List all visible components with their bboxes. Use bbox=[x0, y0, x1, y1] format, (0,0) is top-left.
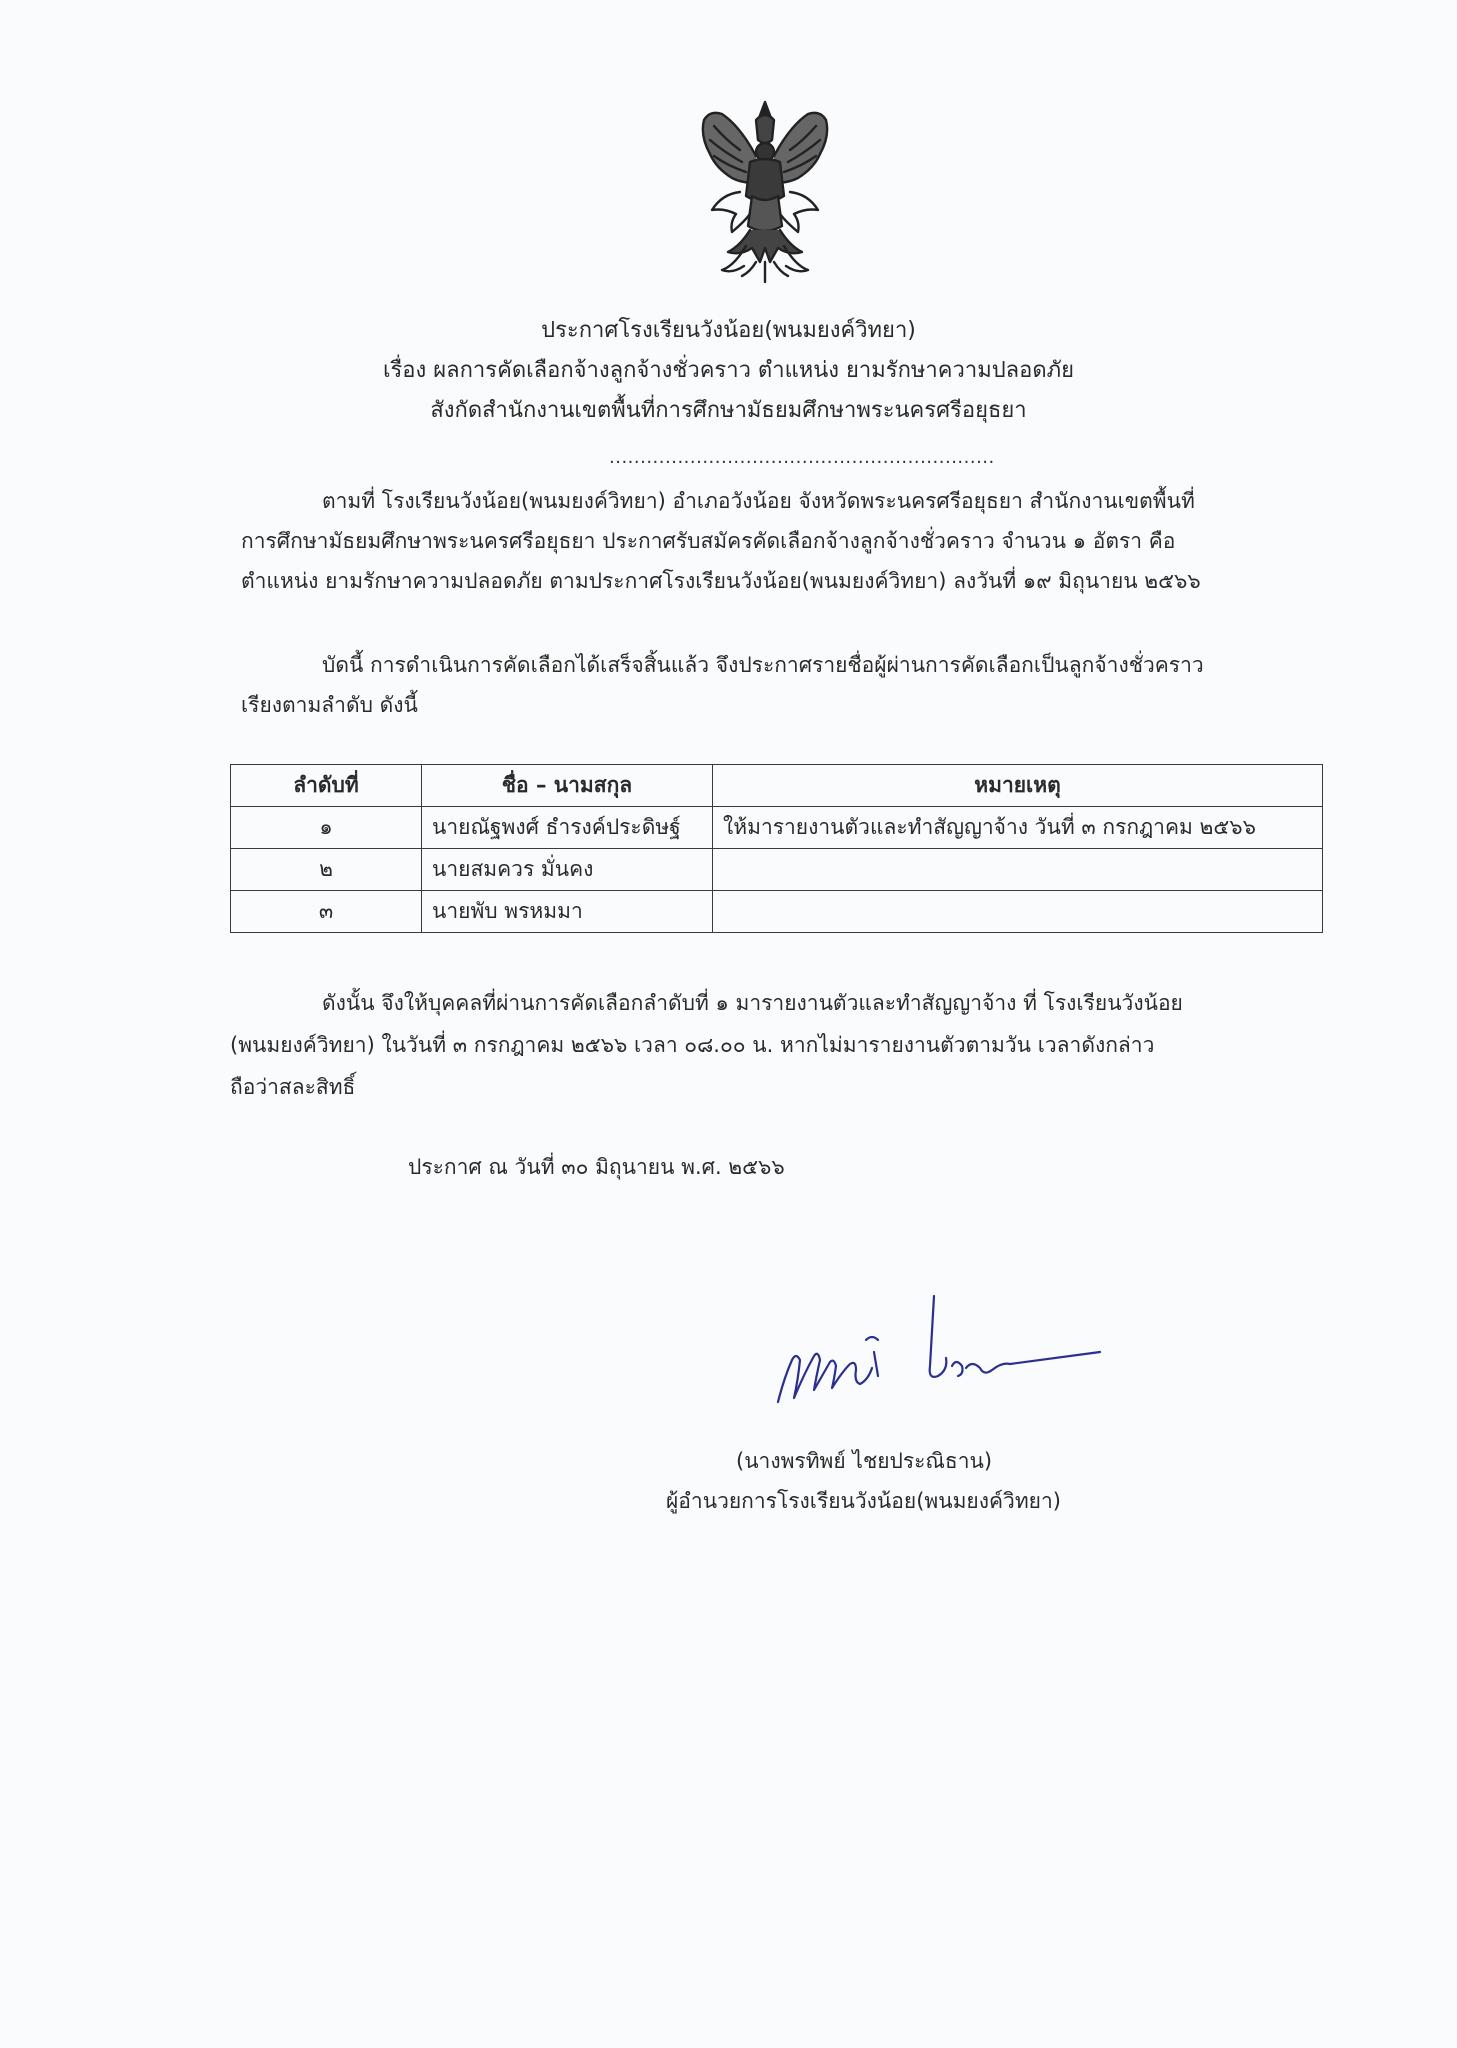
paragraph1-line: ตามที่ โรงเรียนวังน้อย(พนมยงค์วิทยา) อำเภอวังน้อย จังหวัดพระนครศรีอยุธยา สำนักงานเขตพื้นที่ bbox=[322, 489, 1195, 513]
table-header-row bbox=[231, 765, 1323, 807]
signer-name: (นางพรทิพย์ ไชยประณิธาน) bbox=[736, 1449, 993, 1473]
row-order: ๓ bbox=[231, 891, 422, 933]
paragraph3-line: ดังนั้น จึงให้บุคคลที่ผ่านการคัดเลือกลำดับที่ ๑ มารายงานตัวและทำสัญญาจ้าง ที่ โรงเรียนวังน้อย bbox=[322, 991, 1183, 1015]
table-row bbox=[231, 849, 1323, 891]
announcement-title: ประกาศโรงเรียนวังน้อย(พนมยงค์วิทยา) bbox=[541, 318, 916, 343]
announcement-affiliation: สังกัดสำนักงานเขตพื้นที่การศึกษามัธยมศึกษาพระนครศรีอยุธยา bbox=[430, 398, 1027, 423]
paragraph3-line: ถือว่าสละสิทธิ์ bbox=[230, 1075, 356, 1099]
row-order: ๑ bbox=[231, 807, 422, 849]
header-separator: .............................................................. bbox=[609, 447, 995, 468]
signer-position: ผู้อำนวยการโรงเรียนวังน้อย(พนมยงค์วิทยา) bbox=[666, 1489, 1061, 1513]
row-note bbox=[713, 891, 1323, 933]
column-header-order: ลำดับที่ bbox=[231, 765, 422, 807]
paragraph1-line: การศึกษามัธยมศึกษาพระนครศรีอยุธยา ประกาศรับสมัครคัดเลือกจ้างลูกจ้างชั่วคราว จำนวน ๑ อัตรา คือ bbox=[241, 529, 1176, 553]
paragraph2-line: บัดนี้ การดำเนินการคัดเลือกได้เสร็จสิ้นแล้ว จึงประกาศรายชื่อผู้ผ่านการคัดเลือกเป็นลูกจ้างชั่วคราว bbox=[322, 653, 1204, 677]
paragraph3-line: (พนมยงค์วิทยา) ในวันที่ ๓ กรกฎาคม ๒๕๖๖ เวลา ๐๘.๐๐ น. หากไม่มารายงานตัวตามวัน เวลาดังกล่าว bbox=[230, 1033, 1155, 1057]
garuda-emblem-icon bbox=[670, 96, 860, 292]
table-row bbox=[231, 807, 1323, 849]
column-header-note: หมายเหตุ bbox=[713, 765, 1323, 807]
handwritten-signature bbox=[770, 1290, 1110, 1410]
selection-result-table bbox=[230, 764, 1323, 933]
announcement-subject: เรื่อง ผลการคัดเลือกจ้างลูกจ้างชั่วคราว ตำแหน่ง ยามรักษาความปลอดภัย bbox=[382, 358, 1075, 383]
paragraph1-line: ตำแหน่ง ยามรักษาความปลอดภัย ตามประกาศโรงเรียนวังน้อย(พนมยงค์วิทยา) ลงวันที่ ๑๙ มิถุนายน ๒๕๖๖ bbox=[241, 569, 1201, 593]
row-name: นายสมควร มั่นคง bbox=[422, 849, 713, 891]
table-row bbox=[231, 891, 1323, 933]
row-name: นายพับ พรหมมา bbox=[422, 891, 713, 933]
paragraph2-line: เรียงตามลำดับ ดังนี้ bbox=[241, 693, 418, 717]
row-order: ๒ bbox=[231, 849, 422, 891]
row-note: ให้มารายงานตัวและทำสัญญาจ้าง วันที่ ๓ กรกฎาคม ๒๕๖๖ bbox=[713, 807, 1323, 849]
column-header-name: ชื่อ – นามสกุล bbox=[422, 765, 713, 807]
row-name: นายณัฐพงศ์ ธำรงค์ประดิษฐ์ bbox=[422, 807, 713, 849]
announced-date: ประกาศ ณ วันที่ ๓๐ มิถุนายน พ.ศ. ๒๕๖๖ bbox=[408, 1155, 785, 1179]
row-note bbox=[713, 849, 1323, 891]
